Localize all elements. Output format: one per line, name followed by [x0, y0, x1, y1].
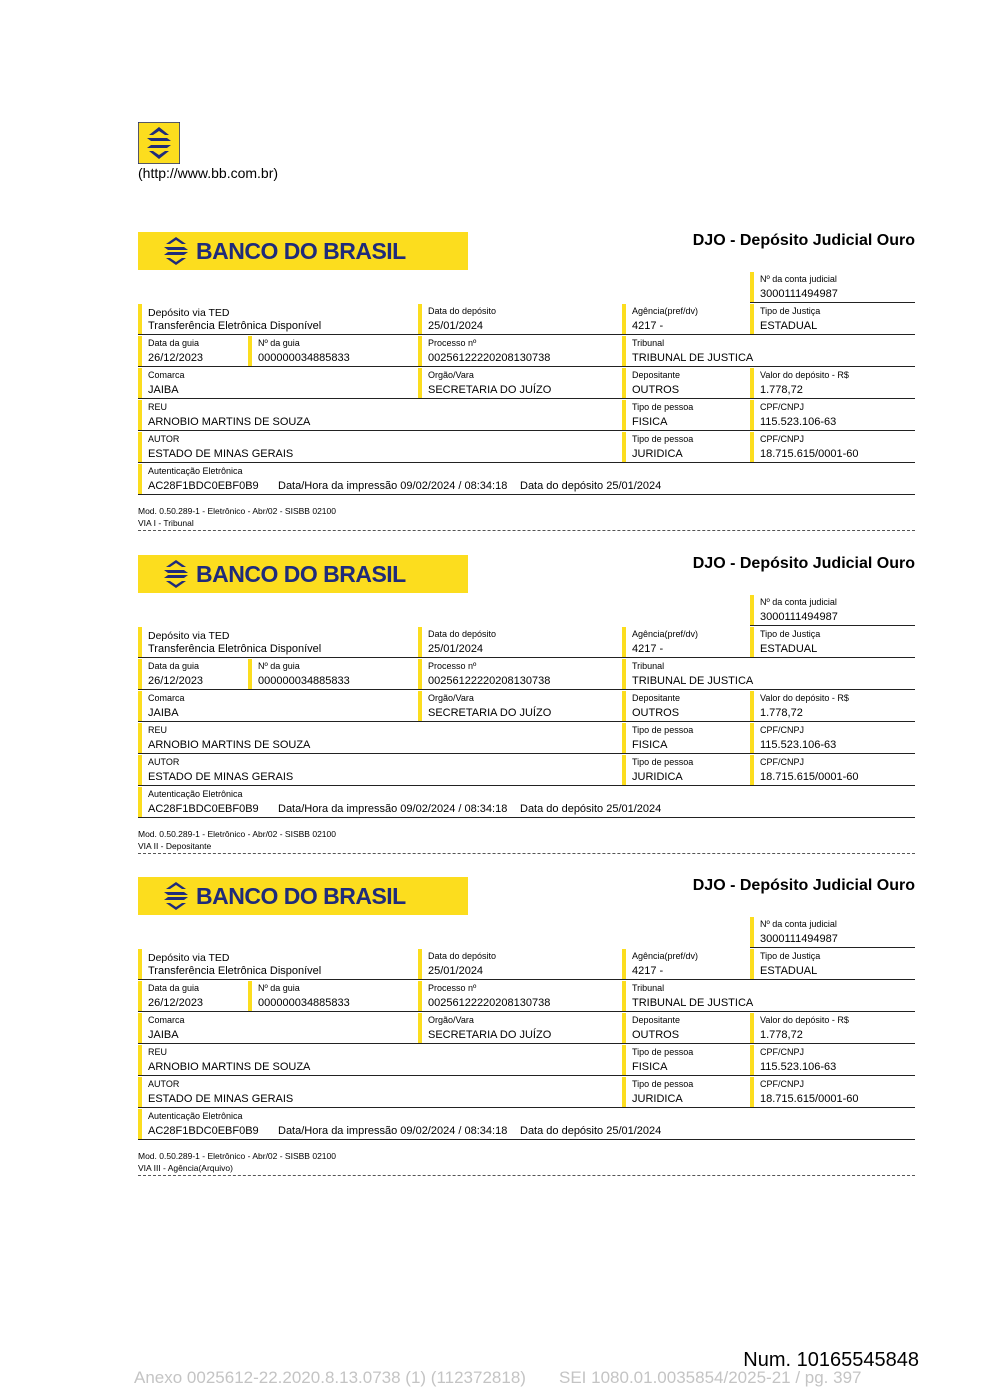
- brand-name: BANCO DO BRASIL: [196, 238, 406, 264]
- autor-value: ESTADO DE MINAS GERAIS: [148, 771, 294, 783]
- valor-label: Valor do depósito - R$: [760, 370, 849, 380]
- data-guia-value: 26/12/2023: [148, 997, 204, 1009]
- processo-cell: [418, 981, 622, 1012]
- agencia-cell: [622, 949, 750, 980]
- brand-banner: [138, 877, 468, 915]
- data-deposito-label: Data do depósito: [428, 629, 497, 639]
- autor-cnpj-label: CPF/CNPJ: [760, 757, 805, 767]
- via-cell: [138, 304, 418, 335]
- num-guia-cell: [248, 981, 418, 1012]
- num-guia-cell: [248, 336, 418, 367]
- reu-tipo-label: Tipo de pessoa: [632, 1047, 694, 1057]
- via-text: VIA I - Tribunal: [138, 518, 194, 528]
- data-deposito-cell: [418, 304, 622, 335]
- tribunal-cell: [622, 336, 915, 367]
- autor-label: AUTOR: [148, 1079, 180, 1089]
- comarca-label: Comarca: [148, 693, 185, 703]
- conta-cell: [750, 595, 915, 626]
- transferencia: Transferência Eletrônica Disponível: [148, 965, 322, 977]
- reu-cpf-cell: [750, 723, 915, 754]
- orgao-value: SECRETARIA DO JUÍZO: [428, 707, 552, 719]
- data-deposito-footer: Data do depósito 25/01/2024: [520, 1125, 662, 1137]
- via-cell: [138, 627, 418, 658]
- tribunal-value: TRIBUNAL DE JUSTICA: [632, 675, 754, 687]
- reu-cpf-label: CPF/CNPJ: [760, 402, 805, 412]
- autor-tipo-cell: [622, 1077, 750, 1108]
- tipo-justica-value: ESTADUAL: [760, 643, 818, 655]
- autor-value: ESTADO DE MINAS GERAIS: [148, 448, 294, 460]
- depositante-label: Depositante: [632, 370, 681, 380]
- agencia-value: 4217 -: [632, 965, 664, 977]
- autor-tipo-label: Tipo de pessoa: [632, 1079, 694, 1089]
- tipo-justica-label: Tipo de Justiça: [760, 306, 821, 316]
- transferencia: Transferência Eletrônica Disponível: [148, 643, 322, 655]
- processo-label: Processo nº: [428, 983, 477, 993]
- conta-label: Nº da conta judicial: [760, 919, 837, 929]
- autor-tipo-value: JURIDICA: [632, 771, 683, 783]
- via-text: VIA III - Agência(Arquivo): [138, 1163, 233, 1173]
- bb-logo-icon: [138, 122, 180, 164]
- conta-value: 3000111494987: [760, 611, 838, 623]
- mod-text: Mod. 0.50.289-1 - Eletrônico - Abr/02 - SISBB 02100: [138, 829, 336, 839]
- processo-value: 00256122220208130738: [428, 675, 551, 687]
- mod-text: Mod. 0.50.289-1 - Eletrônico - Abr/02 - SISBB 02100: [138, 506, 336, 516]
- bb-url: (http://www.bb.com.br): [138, 165, 279, 181]
- num-guia-label: Nº da guia: [258, 661, 300, 671]
- brand-banner: [138, 555, 468, 593]
- orgao-cell: [418, 368, 622, 399]
- comarca-value: JAIBA: [148, 1029, 179, 1041]
- reu-cpf-label: CPF/CNPJ: [760, 725, 805, 735]
- deposit-slip-3: [138, 877, 915, 1177]
- autor-cnpj-value: 18.715.615/0001-60: [760, 448, 859, 460]
- reu-label: REU: [148, 1047, 168, 1057]
- reu-cpf-cell: [750, 400, 915, 431]
- comarca-value: JAIBA: [148, 384, 179, 396]
- data-guia-label: Data da guia: [148, 338, 200, 348]
- data-deposito-cell: [418, 627, 622, 658]
- tribunal-cell: [622, 981, 915, 1012]
- reu-tipo-value: FISICA: [632, 1061, 668, 1073]
- reu-cell: [138, 400, 622, 431]
- autenticacao-value: AC28F1BDC0EBF0B9: [148, 803, 259, 815]
- tribunal-cell: [622, 659, 915, 690]
- autenticacao-cell: [138, 787, 915, 818]
- comarca-cell: [138, 691, 418, 722]
- tribunal-label: Tribunal: [632, 983, 665, 993]
- data-deposito-cell: [418, 949, 622, 980]
- agencia-label: Agência(pref/dv): [632, 306, 699, 316]
- autor-cnpj-cell: [750, 1077, 915, 1108]
- brand-name: BANCO DO BRASIL: [196, 561, 406, 587]
- bb-logo-icon: [160, 237, 192, 265]
- agencia-cell: [622, 304, 750, 335]
- orgao-label: Orgão/Vara: [428, 1015, 474, 1025]
- impressao: Data/Hora da impressão 09/02/2024 / 08:34:18: [278, 803, 508, 815]
- autor-label: AUTOR: [148, 757, 180, 767]
- autor-label: AUTOR: [148, 434, 180, 444]
- data-guia-cell: [138, 336, 248, 367]
- autenticacao-value: AC28F1BDC0EBF0B9: [148, 480, 259, 492]
- autenticacao-cell: [138, 464, 915, 495]
- autor-cnpj-label: CPF/CNPJ: [760, 434, 805, 444]
- bb-logo-icon: [160, 882, 192, 910]
- via-text: VIA II - Depositante: [138, 841, 212, 851]
- orgao-value: SECRETARIA DO JUÍZO: [428, 1029, 552, 1041]
- tipo-justica-value: ESTADUAL: [760, 965, 818, 977]
- data-deposito-value: 25/01/2024: [428, 965, 484, 977]
- deposito-via: Depósito via TED: [148, 307, 230, 319]
- depositante-cell: [622, 691, 750, 722]
- tipo-justica-cell: [750, 627, 915, 658]
- comarca-value: JAIBA: [148, 707, 179, 719]
- autenticacao-cell: [138, 1109, 915, 1140]
- depositante-value: OUTROS: [632, 707, 680, 719]
- autenticacao-label: Autenticação Eletrônica: [148, 1111, 243, 1121]
- autor-cnpj-value: 18.715.615/0001-60: [760, 1093, 859, 1105]
- autenticacao-label: Autenticação Eletrônica: [148, 789, 243, 799]
- cut-line: [138, 530, 915, 531]
- annex-watermark: Anexo 0025612-22.2020.8.13.0738 (1) (112372818) SEI 1080.01.0035854/2025-21 / pg. 397: [134, 1368, 862, 1387]
- processo-cell: [418, 659, 622, 690]
- tribunal-value: TRIBUNAL DE JUSTICA: [632, 352, 754, 364]
- reu-tipo-cell: [622, 400, 750, 431]
- conta-value: 3000111494987: [760, 288, 838, 300]
- agencia-value: 4217 -: [632, 320, 664, 332]
- cut-line: [138, 853, 915, 854]
- slip-title: DJO - Depósito Judicial Ouro: [692, 232, 915, 249]
- valor-value: 1.778,72: [760, 384, 803, 396]
- data-guia-label: Data da guia: [148, 983, 200, 993]
- data-deposito-label: Data do depósito: [428, 306, 497, 316]
- transferencia: Transferência Eletrônica Disponível: [148, 320, 322, 332]
- autor-tipo-value: JURIDICA: [632, 448, 683, 460]
- reu-cpf-value: 115.523.106-63: [760, 739, 837, 751]
- num-guia-label: Nº da guia: [258, 338, 300, 348]
- depositante-value: OUTROS: [632, 1029, 680, 1041]
- data-guia-cell: [138, 981, 248, 1012]
- agencia-label: Agência(pref/dv): [632, 951, 699, 961]
- depositante-label: Depositante: [632, 1015, 681, 1025]
- agencia-cell: [622, 627, 750, 658]
- orgao-cell: [418, 691, 622, 722]
- deposit-slip-2: [138, 555, 915, 855]
- orgao-cell: [418, 1013, 622, 1044]
- reu-cell: [138, 723, 622, 754]
- processo-cell: [418, 336, 622, 367]
- tipo-justica-value: ESTADUAL: [760, 320, 818, 332]
- agencia-value: 4217 -: [632, 643, 664, 655]
- via-cell: [138, 949, 418, 980]
- valor-cell: [750, 1013, 915, 1044]
- valor-cell: [750, 691, 915, 722]
- data-deposito-value: 25/01/2024: [428, 643, 484, 655]
- comarca-cell: [138, 368, 418, 399]
- valor-label: Valor do depósito - R$: [760, 693, 849, 703]
- tipo-justica-cell: [750, 949, 915, 980]
- reu-cpf-label: CPF/CNPJ: [760, 1047, 805, 1057]
- depositante-value: OUTROS: [632, 384, 680, 396]
- impressao: Data/Hora da impressão 09/02/2024 / 08:34:18: [278, 1125, 508, 1137]
- reu-tipo-label: Tipo de pessoa: [632, 402, 694, 412]
- depositante-label: Depositante: [632, 693, 681, 703]
- reu-tipo-cell: [622, 723, 750, 754]
- depositante-cell: [622, 1013, 750, 1044]
- autor-tipo-cell: [622, 432, 750, 463]
- document-number: Num. 10165545848: [743, 1349, 919, 1371]
- num-guia-value: 000000034885833: [258, 997, 350, 1009]
- num-guia-value: 000000034885833: [258, 352, 350, 364]
- tribunal-label: Tribunal: [632, 338, 665, 348]
- reu-value: ARNOBIO MARTINS DE SOUZA: [148, 1061, 311, 1073]
- autor-cnpj-label: CPF/CNPJ: [760, 1079, 805, 1089]
- reu-cpf-value: 115.523.106-63: [760, 416, 837, 428]
- agencia-label: Agência(pref/dv): [632, 629, 699, 639]
- tipo-justica-label: Tipo de Justiça: [760, 951, 821, 961]
- data-guia-label: Data da guia: [148, 661, 200, 671]
- valor-value: 1.778,72: [760, 707, 803, 719]
- reu-value: ARNOBIO MARTINS DE SOUZA: [148, 739, 311, 751]
- reu-cpf-cell: [750, 1045, 915, 1076]
- reu-tipo-label: Tipo de pessoa: [632, 725, 694, 735]
- deposit-slip-1: [138, 232, 915, 532]
- deposito-via: Depósito via TED: [148, 952, 230, 964]
- autor-tipo-label: Tipo de pessoa: [632, 757, 694, 767]
- processo-label: Processo nº: [428, 661, 477, 671]
- autenticacao-value: AC28F1BDC0EBF0B9: [148, 1125, 259, 1137]
- reu-tipo-cell: [622, 1045, 750, 1076]
- slip-title: DJO - Depósito Judicial Ouro: [692, 877, 915, 894]
- comarca-label: Comarca: [148, 370, 185, 380]
- reu-label: REU: [148, 402, 168, 412]
- tipo-justica-label: Tipo de Justiça: [760, 629, 821, 639]
- reu-cell: [138, 1045, 622, 1076]
- tipo-justica-cell: [750, 304, 915, 335]
- data-deposito-footer: Data do depósito 25/01/2024: [520, 803, 662, 815]
- orgao-label: Orgão/Vara: [428, 693, 474, 703]
- num-guia-value: 000000034885833: [258, 675, 350, 687]
- num-guia-label: Nº da guia: [258, 983, 300, 993]
- data-guia-value: 26/12/2023: [148, 352, 204, 364]
- autor-cnpj-cell: [750, 432, 915, 463]
- conta-cell: [750, 272, 915, 303]
- reu-value: ARNOBIO MARTINS DE SOUZA: [148, 416, 311, 428]
- conta-label: Nº da conta judicial: [760, 274, 837, 284]
- num-guia-cell: [248, 659, 418, 690]
- cut-line: [138, 1175, 915, 1176]
- orgao-label: Orgão/Vara: [428, 370, 474, 380]
- valor-cell: [750, 368, 915, 399]
- bb-logo-icon: [160, 560, 192, 588]
- processo-value: 00256122220208130738: [428, 997, 551, 1009]
- autor-tipo-label: Tipo de pessoa: [632, 434, 694, 444]
- deposito-via: Depósito via TED: [148, 630, 230, 642]
- tribunal-label: Tribunal: [632, 661, 665, 671]
- conta-label: Nº da conta judicial: [760, 597, 837, 607]
- reu-tipo-value: FISICA: [632, 416, 668, 428]
- tribunal-value: TRIBUNAL DE JUSTICA: [632, 997, 754, 1009]
- conta-cell: [750, 917, 915, 948]
- autenticacao-label: Autenticação Eletrônica: [148, 466, 243, 476]
- depositante-cell: [622, 368, 750, 399]
- autor-cnpj-cell: [750, 755, 915, 786]
- data-guia-value: 26/12/2023: [148, 675, 204, 687]
- autor-cnpj-value: 18.715.615/0001-60: [760, 771, 859, 783]
- valor-value: 1.778,72: [760, 1029, 803, 1041]
- data-deposito-label: Data do depósito: [428, 951, 497, 961]
- comarca-cell: [138, 1013, 418, 1044]
- comarca-label: Comarca: [148, 1015, 185, 1025]
- autor-value: ESTADO DE MINAS GERAIS: [148, 1093, 294, 1105]
- autor-cell: [138, 755, 622, 786]
- reu-tipo-value: FISICA: [632, 739, 668, 751]
- processo-value: 00256122220208130738: [428, 352, 551, 364]
- autor-cell: [138, 1077, 622, 1108]
- data-deposito-footer: Data do depósito 25/01/2024: [520, 480, 662, 492]
- slip-title: DJO - Depósito Judicial Ouro: [692, 555, 915, 572]
- brand-banner: [138, 232, 468, 270]
- reu-cpf-value: 115.523.106-63: [760, 1061, 837, 1073]
- impressao: Data/Hora da impressão 09/02/2024 / 08:34:18: [278, 480, 508, 492]
- orgao-value: SECRETARIA DO JUÍZO: [428, 384, 552, 396]
- autor-tipo-value: JURIDICA: [632, 1093, 683, 1105]
- reu-label: REU: [148, 725, 168, 735]
- autor-tipo-cell: [622, 755, 750, 786]
- conta-value: 3000111494987: [760, 933, 838, 945]
- mod-text: Mod. 0.50.289-1 - Eletrônico - Abr/02 - SISBB 02100: [138, 1151, 336, 1161]
- data-deposito-value: 25/01/2024: [428, 320, 484, 332]
- valor-label: Valor do depósito - R$: [760, 1015, 849, 1025]
- brand-name: BANCO DO BRASIL: [196, 883, 406, 909]
- autor-cell: [138, 432, 622, 463]
- data-guia-cell: [138, 659, 248, 690]
- processo-label: Processo nº: [428, 338, 477, 348]
